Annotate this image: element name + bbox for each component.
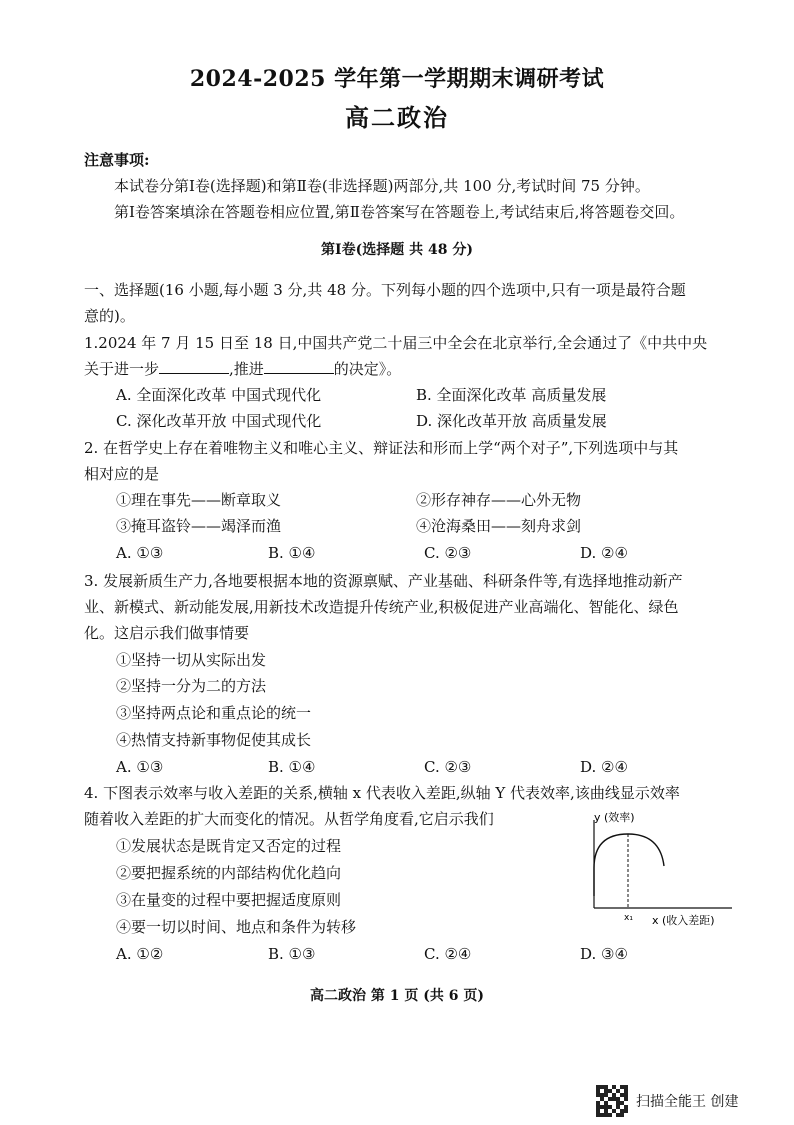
q2-item-1: ①理在事先——断章取义 xyxy=(116,491,282,509)
q4-option-c: C. ②④ xyxy=(424,945,472,963)
q4-option-a: A. ①② xyxy=(116,945,164,963)
exam-title: 2024-2025 学年第一学期期末调研考试 xyxy=(189,66,605,92)
scanner-watermark xyxy=(596,1085,738,1117)
q3-option-d: D. ②④ xyxy=(580,758,628,776)
q4-item-1: ①发展状态是既肯定又否定的过程 xyxy=(116,837,342,855)
q2-stem-2: 相对应的是 xyxy=(84,465,160,483)
q3-item-2: ②坚持一分为二的方法 xyxy=(116,677,267,695)
section-intro-1: 一、选择题(16 小题,每小题 3 分,共 48 分。下列每小题的四个选项中,只有一项是最符合题 xyxy=(84,281,686,299)
q2-item-2: ②形存神存——心外无物 xyxy=(416,491,582,509)
q1-stem-2c: 的决定》。 xyxy=(333,360,402,378)
q3-stem-2: 业、新模式、新动能发展,用新技术改造提升传统产业,积极促进产业高端化、智能化、绿色 xyxy=(84,598,679,616)
q4-stem-2: 随着收入差距的扩大而变化的情况。从哲学角度看,它启示我们 xyxy=(84,810,494,828)
scanner-watermark-text: 扫描全能王 创建 xyxy=(636,1094,739,1110)
q4-item-4: ④要一切以时间、地点和条件为转移 xyxy=(116,918,357,936)
q3-item-4: ④热情支持新事物促使其成长 xyxy=(116,731,312,749)
q1-blank-2 xyxy=(264,359,334,374)
q1-stem-2b: ,推进 xyxy=(229,360,264,378)
q2-option-a: A. ①③ xyxy=(116,544,164,562)
qr-code-icon xyxy=(596,1085,628,1117)
q2-option-c: C. ②③ xyxy=(424,544,472,562)
q2-option-b: B. ①④ xyxy=(268,544,316,562)
q3-stem-3: 化。这启示我们做事情要 xyxy=(84,624,250,642)
q4-item-2: ②要把握系统的内部结构优化趋向 xyxy=(116,864,342,882)
section-heading: 第Ⅰ卷(选择题 共 48 分) xyxy=(321,242,473,258)
subject-title: 高二政治 xyxy=(345,103,449,132)
q1-option-c: C. 深化改革开放 中国式现代化 xyxy=(116,412,322,430)
q4-option-b: B. ①③ xyxy=(268,945,316,963)
notice-line-2: 第Ⅰ卷答案填涂在答题卷相应位置,第Ⅱ卷答案写在答题卷上,考试结束后,将答题卷交回。 xyxy=(114,203,685,221)
q4-option-d: D. ③④ xyxy=(580,945,628,963)
q4-stem-1: 4. 下图表示效率与收入差距的关系,横轴 x 代表收入差距,纵轴 Y 代表效率,该曲线显示效率 xyxy=(84,784,680,802)
q1-stem-1: 1.2024 年 7 月 15 日至 18 日,中国共产党二十届三中全会在北京举行,全会通过了《中共中央 xyxy=(84,334,708,352)
q1-stem-2a: 关于进一步 xyxy=(84,360,160,378)
efficiency-income-graph xyxy=(580,808,740,928)
notice-line-1: 本试卷分第Ⅰ卷(选择题)和第Ⅱ卷(非选择题)两部分,共 100 分,考试时间 75 分钟。 xyxy=(114,177,650,195)
x-axis-label: x (收入差距) xyxy=(652,914,715,927)
q1-option-d: D. 深化改革开放 高质量发展 xyxy=(416,412,607,430)
q1-option-a: A. 全面深化改革 中国式现代化 xyxy=(116,386,322,404)
q1-option-b: B. 全面深化改革 高质量发展 xyxy=(416,386,607,404)
q3-option-c: C. ②③ xyxy=(424,758,472,776)
q2-stem-1: 2. 在哲学史上存在着唯物主义和唯心主义、辩证法和形而上学“两个对子”,下列选项中与其 xyxy=(84,439,679,457)
q1-stem-2 xyxy=(84,359,401,379)
q3-item-1: ①坚持一切从实际出发 xyxy=(116,651,267,669)
q4-item-3: ③在量变的过程中要把握适度原则 xyxy=(116,891,342,909)
q3-item-3: ③坚持两点论和重点论的统一 xyxy=(116,704,312,722)
q1-blank-1 xyxy=(159,359,229,374)
q3-option-a: A. ①③ xyxy=(116,758,164,776)
efficiency-curve xyxy=(594,834,664,896)
q2-item-3: ③掩耳盗铃——竭泽而渔 xyxy=(116,517,282,535)
y-axis-label: y (效率) xyxy=(594,811,635,824)
q3-option-b: B. ①④ xyxy=(268,758,316,776)
q2-item-4: ④沧海桑田——刻舟求剑 xyxy=(416,517,582,535)
q2-option-d: D. ②④ xyxy=(580,544,628,562)
page-footer: 高二政治 第 1 页 (共 6 页) xyxy=(310,988,484,1004)
x1-label: x₁ xyxy=(624,913,633,923)
q3-stem-1: 3. 发展新质生产力,各地要根据本地的资源禀赋、产业基础、科研条件等,有选择地推动新产 xyxy=(84,572,683,590)
section-intro-2: 意的)。 xyxy=(84,307,135,325)
notice-heading: 注意事项: xyxy=(84,151,150,169)
